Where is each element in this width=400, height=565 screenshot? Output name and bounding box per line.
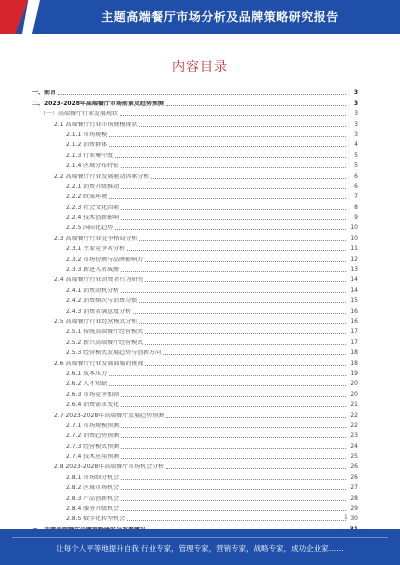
toc-entry[interactable] — [32, 294, 358, 304]
toc-entry-page: 16 — [350, 317, 358, 325]
toc-entry[interactable] — [32, 86, 358, 96]
toc-leader-dots — [145, 260, 346, 262]
toc-leader-dots — [121, 270, 346, 272]
toc-leader-dots — [139, 322, 346, 324]
toc-entry-page: 23 — [350, 432, 358, 440]
toc-leader-dots — [121, 447, 346, 449]
toc-leader-dots — [127, 249, 346, 251]
toc-entry-page: 26 — [350, 463, 358, 471]
toc-entry-title: 2.2.4 技术创新影响 — [66, 215, 120, 222]
toc-entry-title: 2.2.3 社会文化因素 — [66, 204, 120, 211]
toc-entry-page: 8 — [354, 203, 358, 211]
toc-entry-page: 5 — [354, 151, 358, 159]
toc-entry[interactable] — [32, 96, 358, 106]
toc-entry-title: 2.7.1 市场规模预测 — [66, 422, 120, 429]
toc-entry[interactable] — [32, 180, 358, 190]
toc-entry-page: 22 — [350, 411, 358, 419]
toc-entry-title: 2.3.2 市场份额与品牌影响力 — [66, 256, 144, 263]
toc-entry-title: 一、前言 — [32, 90, 57, 97]
toc-entry-title: 2.1.4 区域分布特征 — [66, 163, 120, 170]
toc-entry-page: 28 — [350, 494, 358, 502]
toc-entry-page: 3 — [353, 89, 358, 97]
toc-leader-dots — [109, 384, 346, 386]
toc-entry-page: 13 — [350, 266, 358, 274]
toc-leader-dots — [139, 239, 346, 241]
toc-entry[interactable] — [32, 356, 358, 366]
toc-entry-title: 2.1.1 市场规模 — [66, 131, 108, 138]
toc-entry-page: 20 — [350, 380, 358, 388]
toc-leader-dots — [145, 280, 346, 282]
toc-entry[interactable] — [32, 367, 358, 377]
toc-entry-page: 3 — [354, 120, 358, 128]
toc-entry-page: 16 — [350, 307, 358, 315]
toc-leader-dots — [139, 301, 346, 303]
toc-entry-title: 2.7.3 经营模式预测 — [66, 443, 120, 450]
report-footer — [0, 529, 400, 565]
toc-leader-dots — [121, 395, 346, 397]
toc-entry-title: 2.6.3 市场竞争加剧 — [66, 391, 120, 398]
toc-entry[interactable] — [32, 273, 358, 283]
toc-entry[interactable] — [32, 128, 358, 138]
toc-entry-title: 二、2023-2028年高端餐厅市场前景及趋势预测 — [32, 100, 164, 107]
toc-entry-page: 3 — [353, 99, 358, 107]
toc-entry-page: 7 — [354, 193, 358, 201]
toc-entry-title: 2.1.3 行业集中度 — [66, 152, 114, 159]
toc-entry-title: 2.4.1 消费动机分析 — [66, 287, 120, 294]
toc-leader-dots — [166, 104, 346, 106]
toc-entry-page: 27 — [350, 484, 358, 492]
toc-leader-dots — [145, 364, 346, 366]
toc-entry-page: 6 — [354, 182, 358, 190]
toc-entry-title: 2.8 2023-2028年高端餐厅市场机会分析 — [54, 464, 165, 471]
table-of-contents — [32, 86, 358, 543]
toc-entry-title: 2.7 2023-2028年高端餐厅发展趋势预测 — [54, 412, 165, 419]
toc-heading: 内容目录 — [171, 60, 228, 75]
toc-entry[interactable] — [32, 335, 358, 345]
toc-entry-page: 15 — [350, 297, 358, 305]
toc-leader-dots — [166, 416, 346, 418]
toc-entry[interactable] — [32, 470, 358, 480]
toc-leader-dots — [115, 156, 346, 158]
toc-entry-title: 2.4.3 消费者满意度分析 — [66, 308, 132, 315]
toc-leader-dots — [121, 405, 346, 407]
toc-leader-dots — [109, 374, 346, 376]
toc-entry[interactable] — [32, 450, 358, 460]
toc-entry-title: （一）高端餐厅行业发展现状 — [40, 111, 119, 118]
toc-entry[interactable] — [32, 460, 358, 470]
toc-entry[interactable] — [32, 159, 358, 169]
toc-entry[interactable] — [32, 408, 358, 418]
toc-entry-title: 2.4.2 消费频次与消费习惯 — [66, 298, 138, 305]
toc-entry-title: 2.6 高端餐厅行业发展面临的挑战 — [54, 360, 144, 367]
toc-entry-page: 21 — [350, 401, 358, 409]
toc-leader-dots — [120, 114, 346, 116]
toc-entry-page: 17 — [350, 328, 358, 336]
toc-leader-dots — [127, 519, 346, 521]
toc-entry-title: 2.2.2 政策环境 — [66, 194, 108, 201]
toc-entry[interactable] — [32, 398, 358, 408]
toc-entry[interactable] — [32, 117, 358, 127]
toc-entry[interactable] — [32, 304, 358, 314]
toc-entry-title: 2.8.4 服务升级机会 — [66, 506, 120, 513]
toc-entry-page: 14 — [350, 286, 358, 294]
toc-leader-dots — [166, 467, 346, 469]
toc-entry[interactable] — [32, 148, 358, 158]
toc-entry[interactable] — [32, 491, 358, 501]
toc-entry-page: 10 — [350, 234, 358, 242]
toc-entry-title: 2.6.4 消费需求变化 — [66, 402, 120, 409]
toc-entry[interactable] — [32, 138, 358, 148]
toc-entry-page: 25 — [350, 453, 358, 461]
toc-entry[interactable] — [32, 512, 358, 522]
toc-entry-page: 20 — [350, 390, 358, 398]
toc-leader-dots — [121, 436, 346, 438]
toc-entry[interactable] — [32, 211, 358, 221]
toc-entry-title: 2.8.3 产品创新机会 — [66, 495, 120, 502]
toc-leader-dots — [151, 177, 346, 179]
toc-entry-title: 2.3.3 新进入者威胁 — [66, 267, 120, 274]
toc-entry-title: 2.1.2 消费群体 — [66, 142, 108, 149]
toc-entry[interactable] — [32, 221, 358, 231]
toc-entry-title: 2.2.1 消费升级推动 — [66, 183, 120, 190]
toc-entry-page: 19 — [350, 369, 358, 377]
toc-leader-dots — [133, 312, 346, 314]
toc-leader-dots — [109, 135, 346, 137]
toc-entry[interactable] — [32, 387, 358, 397]
toc-entry-page: 29 — [350, 505, 358, 513]
toc-entry-page: 3 — [354, 110, 358, 118]
toc-entry-title: 2.2.5 国际化趋势 — [66, 225, 114, 232]
report-header — [0, 0, 400, 34]
toc-entry-title: 2.5.2 新兴高端餐厅经营模式 — [66, 339, 144, 346]
toc-entry-page: 6 — [354, 172, 358, 180]
toc-entry-title: 2.8.1 市场细分机会 — [66, 474, 120, 481]
toc-leader-dots — [121, 499, 346, 501]
toc-entry-page: 18 — [350, 349, 358, 357]
toc-entry-title: 2.1 高端餐厅行业市场规模现状 — [54, 121, 138, 128]
footer-divider — [12, 537, 388, 538]
toc-leader-dots — [121, 488, 346, 490]
toc-entry-page: 26 — [350, 473, 358, 481]
toc-entry[interactable] — [32, 169, 358, 179]
toc-entry[interactable] — [32, 263, 358, 273]
toc-entry[interactable] — [32, 419, 358, 429]
toc-entry-title: 2.3.1 主要竞争者分析 — [66, 246, 126, 253]
footer-slogan: 让每个人平等地提升自我 行业专家，管理专家，营销专家，战略专家，成功企业家…… — [56, 544, 344, 553]
toc-entry-title: 2.8.5 数字化转型机会 — [66, 516, 126, 523]
toc-entry-page: 18 — [350, 359, 358, 367]
toc-entry[interactable] — [32, 231, 358, 241]
toc-leader-dots — [121, 426, 346, 428]
toc-entry-title: 2.6.2 人才短缺 — [66, 381, 108, 388]
toc-entry[interactable] — [32, 315, 358, 325]
toc-leader-dots — [109, 145, 346, 147]
toc-leader-dots — [109, 197, 346, 199]
toc-entry-page: 4 — [354, 141, 358, 149]
toc-entry[interactable] — [32, 190, 358, 200]
toc-entry-title: 2.5.1 传统高端餐厅经营模式 — [66, 329, 144, 336]
toc-entry-page: 3 — [354, 130, 358, 138]
toc-leader-dots — [121, 291, 346, 293]
toc-entry-page: 5 — [354, 162, 358, 170]
toc-leader-dots — [115, 228, 346, 230]
toc-entry-title: 2.8.2 区域市场机会 — [66, 485, 120, 492]
toc-entry[interactable] — [32, 481, 358, 491]
toc-entry[interactable] — [32, 325, 358, 335]
page-marker: 1 — [344, 514, 348, 521]
toc-entry-page: 9 — [354, 214, 358, 222]
toc-entry[interactable] — [32, 429, 358, 439]
toc-entry[interactable] — [32, 107, 358, 117]
toc-leader-dots — [163, 353, 346, 355]
toc-leader-dots — [145, 332, 346, 334]
toc-leader-dots — [121, 478, 346, 480]
toc-entry[interactable] — [32, 252, 358, 262]
toc-entry-title: 2.6.1 成本压力 — [66, 370, 108, 377]
toc-entry-title: 2.2 高端餐厅行业发展驱动因素分析 — [54, 173, 150, 180]
toc-entry-page: 12 — [350, 255, 358, 263]
toc-entry-title: 2.7.2 消费趋势预测 — [66, 433, 120, 440]
toc-leader-dots — [139, 125, 346, 127]
toc-entry[interactable] — [32, 377, 358, 387]
report-title: 主题高端餐厅市场分析及品牌策略研究报告 — [101, 10, 339, 24]
toc-entry-title: 2.4 高端餐厅行业消费者行为研究 — [54, 277, 144, 284]
toc-leader-dots — [121, 457, 346, 459]
toc-leader-dots — [58, 93, 346, 95]
toc-entry-title: 2.7.4 技术应用预测 — [66, 454, 120, 461]
toc-leader-dots — [121, 187, 346, 189]
toc-entry[interactable] — [32, 346, 358, 356]
toc-entry[interactable] — [32, 242, 358, 252]
toc-entry-page: 10 — [350, 224, 358, 232]
toc-entry-page: 30 — [350, 515, 358, 523]
toc-entry-title: 2.3 高端餐厅行业竞争格局分析 — [54, 235, 138, 242]
toc-entry-page: 22 — [350, 421, 358, 429]
toc-leader-dots — [121, 208, 346, 210]
toc-entry[interactable] — [32, 200, 358, 210]
toc-entry[interactable] — [32, 439, 358, 449]
toc-entry-page: 24 — [350, 442, 358, 450]
toc-entry[interactable] — [32, 283, 358, 293]
toc-leader-dots — [121, 166, 346, 168]
toc-entry-page: 17 — [350, 338, 358, 346]
toc-leader-dots — [145, 343, 346, 345]
toc-entry-page: 11 — [350, 245, 358, 253]
toc-entry-page: 14 — [350, 276, 358, 284]
toc-entry-title: 2.5 高端餐厅行业经营模式分析 — [54, 318, 138, 325]
toc-entry[interactable] — [32, 502, 358, 512]
toc-leader-dots — [121, 509, 346, 511]
toc-entry-title: 2.5.3 经营模式发展趋势与创新方向 — [66, 350, 162, 357]
toc-leader-dots — [121, 218, 346, 220]
